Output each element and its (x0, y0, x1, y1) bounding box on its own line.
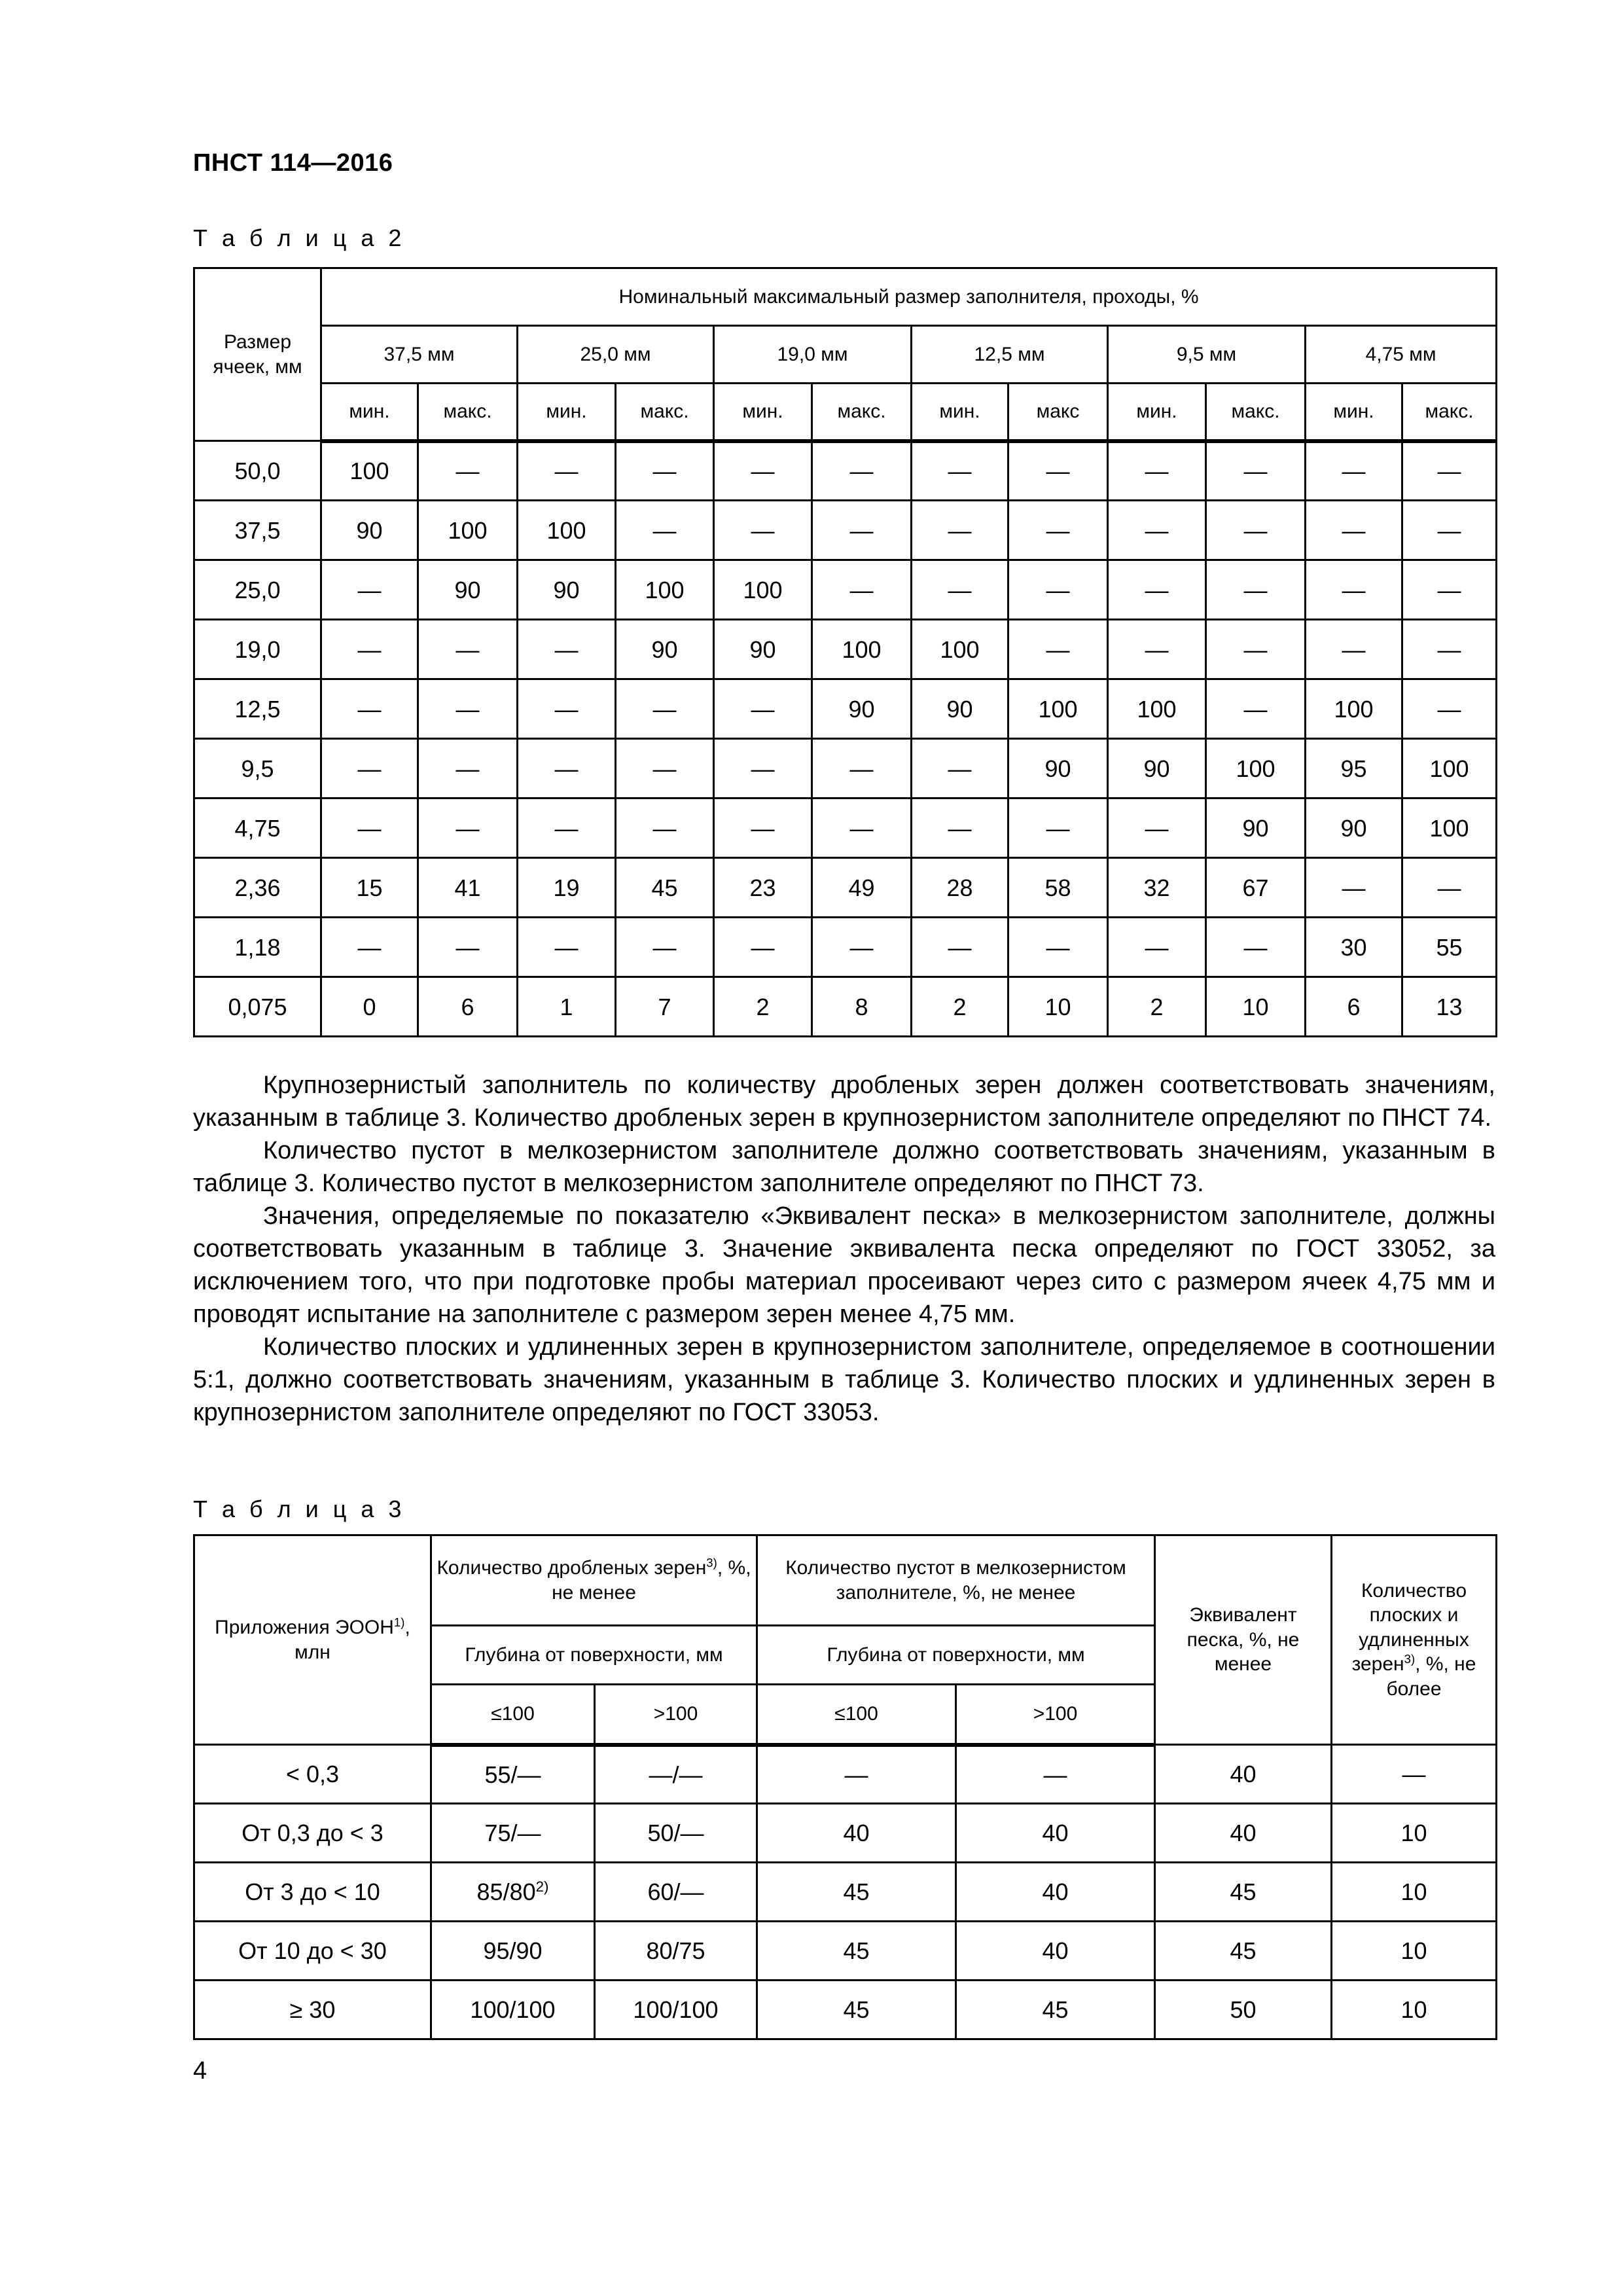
table2-row (194, 501, 1497, 560)
table2-value-cell: 100 (812, 620, 912, 679)
table3-crushed-cell: 80/75 (595, 1922, 757, 1981)
table2-row (194, 858, 1497, 918)
table2-value-cell: — (1108, 620, 1206, 679)
table2-value-cell: 0 (321, 977, 418, 1037)
table2-value-cell: — (418, 679, 518, 739)
table3-crushed-cell: 95/90 (431, 1922, 595, 1981)
table2-caption: Т а б л и ц а 2 (193, 224, 406, 251)
table2-minmax-header: мин. (912, 384, 1008, 441)
table3-sand-cell: 40 (1155, 1745, 1332, 1804)
table2-value-cell: — (1402, 441, 1497, 501)
table2-value-cell: — (1008, 441, 1108, 501)
table2-value-cell: — (912, 560, 1008, 620)
table2-value-cell: — (518, 739, 616, 798)
table2-mesh-size-cell: 4,75 (194, 798, 321, 858)
table3-apps-cell: ≥ 30 (194, 1981, 431, 2039)
table3-apps-cell: От 3 до < 10 (194, 1863, 431, 1922)
table2-minmax-header: макс. (418, 384, 518, 441)
table2-value-cell: — (518, 918, 616, 977)
table3-sand-header: Эквивалент песка, %, не менее (1155, 1535, 1332, 1745)
table2-value-cell: — (1206, 441, 1306, 501)
table2-value-cell: — (616, 798, 714, 858)
table2-value-cell: 95 (1306, 739, 1402, 798)
table2-row (194, 441, 1497, 501)
table3-sand-cell: 45 (1155, 1922, 1332, 1981)
table2-value-cell: 90 (518, 560, 616, 620)
table3-voids-cell: — (757, 1745, 956, 1804)
table2-value-cell: 90 (812, 679, 912, 739)
table2-value-cell: 7 (616, 977, 714, 1037)
table2-value-cell: 90 (418, 560, 518, 620)
table2-mesh-size-cell: 50,0 (194, 441, 321, 501)
table2-value-cell: — (1402, 501, 1497, 560)
table2-mesh-size-cell: 1,18 (194, 918, 321, 977)
table2-minmax-header: мин. (714, 384, 812, 441)
table2-value-cell: — (418, 918, 518, 977)
table2-value-cell: 100 (616, 560, 714, 620)
table2-value-cell: 28 (912, 858, 1008, 918)
table2-minmax-header: макс. (1402, 384, 1497, 441)
table2-value-cell: — (1402, 560, 1497, 620)
paragraph: Крупнозернистый заполнитель по количеству дробленых зерен должен соответствовать значениям, указанным в таблице 3. Количество дробленых зерен в крупнозернистом заполнителе определяют по ПНСТ 74. (193, 1071, 1495, 1132)
table2-value-cell: — (1108, 560, 1206, 620)
table3-depth-header: Глубина от поверхности, мм (757, 1626, 1155, 1685)
table3-flat-cell: 10 (1332, 1804, 1497, 1863)
table2-value-cell: 100 (912, 620, 1008, 679)
table2-value-cell: 100 (714, 560, 812, 620)
table2-value-cell: 19 (518, 858, 616, 918)
table3-row (194, 1981, 1497, 2039)
table2-mesh-size-cell: 2,36 (194, 858, 321, 918)
table2-value-cell: 90 (1206, 798, 1306, 858)
table2-value-cell: — (1206, 560, 1306, 620)
table2-value-cell: — (1402, 620, 1497, 679)
table2-value-cell: 10 (1008, 977, 1108, 1037)
table3-sub-header: ≤100 (431, 1685, 595, 1745)
table2-value-cell: — (1008, 798, 1108, 858)
paragraph: Количество плоских и удлиненных зерен в крупнозернистом заполнителе, определяемое в соотношении 5:1, должно соответствовать значениям, указанным в таблице 3. Количество плоских и удлиненных зерен в крупнозернистом заполнителе определяют по ГОСТ 33053. (193, 1333, 1495, 1426)
table2-value-cell: — (321, 679, 418, 739)
table2-size-header: 37,5 мм (321, 326, 518, 384)
table2-value-cell: 90 (714, 620, 812, 679)
table3-voids-cell: 45 (757, 1922, 956, 1981)
table2-value-cell: 100 (418, 501, 518, 560)
table3-crushed-cell: 100/100 (595, 1981, 757, 2039)
table2-value-cell: — (912, 501, 1008, 560)
table2-value-cell: — (812, 739, 912, 798)
table3-flat-cell: 10 (1332, 1863, 1497, 1922)
table2-size-header: 9,5 мм (1108, 326, 1306, 384)
table2-value-cell: 90 (616, 620, 714, 679)
table2-value-cell: — (1306, 620, 1402, 679)
table3-row (194, 1863, 1497, 1922)
table2-value-cell: — (616, 441, 714, 501)
table2-value-cell: 2 (1108, 977, 1206, 1037)
table3-row (194, 1922, 1497, 1981)
table2-mesh-size-cell: 0,075 (194, 977, 321, 1037)
table2-value-cell: — (1206, 620, 1306, 679)
table2-value-cell: — (714, 739, 812, 798)
body-text (193, 1069, 1495, 1429)
table2-value-cell: — (418, 620, 518, 679)
table3-apps-header: Приложения ЭООН$^{1)}$, млн (194, 1535, 431, 1745)
table3-flat-cell: 10 (1332, 1922, 1497, 1981)
table2-value-cell: 45 (616, 858, 714, 918)
table3-voids-cell: 45 (956, 1981, 1155, 2039)
table3-row (194, 1745, 1497, 1804)
table3-crushed-header: Количество дробленых зерен$^{3)}$, %, не менее (431, 1535, 757, 1626)
table2-value-cell: — (1008, 620, 1108, 679)
table2-value-cell: 2 (714, 977, 812, 1037)
page-number: 4 (193, 2057, 207, 2085)
table3-voids-cell: 45 (757, 1981, 956, 2039)
table2-value-cell: 100 (1206, 739, 1306, 798)
table2-minmax-header: мин. (321, 384, 418, 441)
paragraph: Значения, определяемые по показателю «Эквивалент песка» в мелкозернистом заполнителе, должны соответствовать указанным в таблице 3. Значение эквивалента песка определяют по ГОСТ 33052, за исключением того, что при подготовке пробы материал просеивают через сито с размером ячеек 4,75 мм и проводят испытание на заполнителе с размером зерен менее 4,75 мм. (193, 1202, 1495, 1328)
table2-value-cell: — (321, 560, 418, 620)
table2 (193, 267, 1497, 1037)
table2-minmax-header: макс. (812, 384, 912, 441)
table2-value-cell: 90 (1008, 739, 1108, 798)
table2-value-cell: — (518, 679, 616, 739)
table2-value-cell: — (1108, 918, 1206, 977)
table2-value-cell: — (714, 441, 812, 501)
table2-value-cell: — (518, 441, 616, 501)
paragraph: Количество пустот в мелкозернистом заполнителе должно соответствовать значениям, указанным в таблице 3. Количество пустот в мелкозернистом заполнителе определяют по ПНСТ 73. (193, 1137, 1495, 1197)
table2-value-cell: — (1008, 560, 1108, 620)
table2-value-cell: 49 (812, 858, 912, 918)
table2-value-cell: — (321, 620, 418, 679)
table3-voids-header: Количество пустот в мелкозернистом заполнителе, %, не менее (757, 1535, 1155, 1626)
table3-voids-cell: 40 (956, 1863, 1155, 1922)
table2-value-cell: 13 (1402, 977, 1497, 1037)
table2-value-cell: — (912, 441, 1008, 501)
table2-row (194, 679, 1497, 739)
table2-mesh-size-cell: 25,0 (194, 560, 321, 620)
table2-value-cell: 32 (1108, 858, 1206, 918)
table3-voids-cell: 40 (757, 1804, 956, 1863)
table3 (193, 1534, 1497, 2040)
table3-apps-cell: От 10 до < 30 (194, 1922, 431, 1981)
table2-value-cell: — (714, 918, 812, 977)
table2-mesh-size-cell: 12,5 (194, 679, 321, 739)
table3-crushed-cell: 100/100 (431, 1981, 595, 2039)
table2-value-cell: 90 (1108, 739, 1206, 798)
table2-size-header: 12,5 мм (912, 326, 1108, 384)
table2-value-cell: 1 (518, 977, 616, 1037)
table2-value-cell: 55 (1402, 918, 1497, 977)
table2-row (194, 918, 1497, 977)
table2-value-cell: — (812, 918, 912, 977)
table2-value-cell: 90 (1306, 798, 1402, 858)
table2-value-cell: — (1108, 441, 1206, 501)
table2-group-header: Номинальный максимальный размер заполнителя, проходы, % (321, 268, 1497, 326)
table3-crushed-cell: 60/— (595, 1863, 757, 1922)
table2-value-cell: — (616, 739, 714, 798)
table3-voids-cell: — (956, 1745, 1155, 1804)
table2-value-cell: — (321, 798, 418, 858)
table2-value-cell: — (1008, 501, 1108, 560)
table2-value-cell: 100 (1306, 679, 1402, 739)
table3-depth-header: Глубина от поверхности, мм (431, 1626, 757, 1685)
table2-minmax-header: макс. (1206, 384, 1306, 441)
table2-row (194, 977, 1497, 1037)
table2-value-cell: 100 (518, 501, 616, 560)
table2-value-cell: — (812, 501, 912, 560)
table2-value-cell: 90 (912, 679, 1008, 739)
table3-crushed-cell: —/— (595, 1745, 757, 1804)
table2-value-cell: — (518, 620, 616, 679)
table3-apps-cell: От 0,3 до < 3 (194, 1804, 431, 1863)
table2-mesh-size-cell: 37,5 (194, 501, 321, 560)
table2-value-cell: — (1306, 858, 1402, 918)
document-header: ПНСТ 114—2016 (193, 149, 393, 177)
table2-value-cell: — (616, 501, 714, 560)
table2-minmax-header: мин. (1306, 384, 1402, 441)
table2-value-cell: 30 (1306, 918, 1402, 977)
table3-crushed-cell: 75/— (431, 1804, 595, 1863)
table2-value-cell: — (616, 918, 714, 977)
table3-voids-cell: 45 (757, 1863, 956, 1922)
table2-value-cell: — (1306, 501, 1402, 560)
table2-value-cell: 10 (1206, 977, 1306, 1037)
table2-size-header: 25,0 мм (518, 326, 714, 384)
table2-minmax-header: макс (1008, 384, 1108, 441)
table3-sub-header: ≤100 (757, 1685, 956, 1745)
table2-value-cell: — (418, 798, 518, 858)
table2-value-cell: — (1402, 858, 1497, 918)
table2-value-cell: — (714, 679, 812, 739)
table2-value-cell: — (912, 798, 1008, 858)
table2-value-cell: 6 (418, 977, 518, 1037)
table3-flat-cell: 10 (1332, 1981, 1497, 2039)
table2-value-cell: — (418, 739, 518, 798)
table2-mesh-size-cell: 19,0 (194, 620, 321, 679)
table3-flat-header: Количество плоских и удлиненных зерен$^{3)}$, %, не более (1332, 1535, 1497, 1745)
table3-crushed-cell: 50/— (595, 1804, 757, 1863)
table2-size-header: 4,75 мм (1306, 326, 1497, 384)
table2-value-cell: — (418, 441, 518, 501)
table2-value-cell: 8 (812, 977, 912, 1037)
table2-value-cell: 15 (321, 858, 418, 918)
table2-value-cell: 100 (1402, 798, 1497, 858)
table3-caption: Т а б л и ц а 3 (193, 1496, 406, 1522)
table2-value-cell: — (812, 798, 912, 858)
table3-sub-header: >100 (595, 1685, 757, 1745)
table3-flat-cell: — (1332, 1745, 1497, 1804)
table2-value-cell: 100 (1402, 739, 1497, 798)
table3-apps-cell: < 0,3 (194, 1745, 431, 1804)
table3-sand-cell: 50 (1155, 1981, 1332, 2039)
table2-minmax-header: мин. (1108, 384, 1206, 441)
table2-value-cell: — (714, 798, 812, 858)
table3-row (194, 1804, 1497, 1863)
table2-value-cell: — (1402, 679, 1497, 739)
table2-value-cell: — (1306, 560, 1402, 620)
table2-row (194, 560, 1497, 620)
table2-value-cell: — (1206, 918, 1306, 977)
table2-minmax-header: макс. (616, 384, 714, 441)
table2-value-cell: — (321, 739, 418, 798)
table2-row (194, 798, 1497, 858)
table2-value-cell: — (321, 918, 418, 977)
table2-row (194, 620, 1497, 679)
table2-stub-header: Размер ячеек, мм (194, 268, 321, 441)
table2-value-cell: — (1008, 918, 1108, 977)
table3-voids-cell: 40 (956, 1922, 1155, 1981)
table2-value-cell: — (1108, 798, 1206, 858)
table2-value-cell: — (1306, 441, 1402, 501)
table2-value-cell: — (616, 679, 714, 739)
table2-value-cell: 6 (1306, 977, 1402, 1037)
table2-row (194, 739, 1497, 798)
table3-crushed-cell: 85/80$^{2)}$ (431, 1863, 595, 1922)
table2-value-cell: 41 (418, 858, 518, 918)
table2-value-cell: 100 (1108, 679, 1206, 739)
table2-value-cell: — (912, 918, 1008, 977)
table2-value-cell: 90 (321, 501, 418, 560)
table3-sub-header: >100 (956, 1685, 1155, 1745)
table3-sand-cell: 40 (1155, 1804, 1332, 1863)
table2-value-cell: — (714, 501, 812, 560)
table2-value-cell: 2 (912, 977, 1008, 1037)
table2-value-cell: 23 (714, 858, 812, 918)
table2-mesh-size-cell: 9,5 (194, 739, 321, 798)
table2-value-cell: — (912, 739, 1008, 798)
table2-minmax-header: мин. (518, 384, 616, 441)
table2-value-cell: 100 (321, 441, 418, 501)
table2-value-cell: — (812, 441, 912, 501)
table2-value-cell: 100 (1008, 679, 1108, 739)
table3-voids-cell: 40 (956, 1804, 1155, 1863)
table2-value-cell: 58 (1008, 858, 1108, 918)
table2-value-cell: — (1108, 501, 1206, 560)
table2-value-cell: — (812, 560, 912, 620)
table2-value-cell: — (1206, 679, 1306, 739)
table3-crushed-cell: 55/— (431, 1745, 595, 1804)
table2-value-cell: 67 (1206, 858, 1306, 918)
table3-sand-cell: 45 (1155, 1863, 1332, 1922)
table2-size-header: 19,0 мм (714, 326, 912, 384)
table2-value-cell: — (1206, 501, 1306, 560)
table2-value-cell: — (518, 798, 616, 858)
